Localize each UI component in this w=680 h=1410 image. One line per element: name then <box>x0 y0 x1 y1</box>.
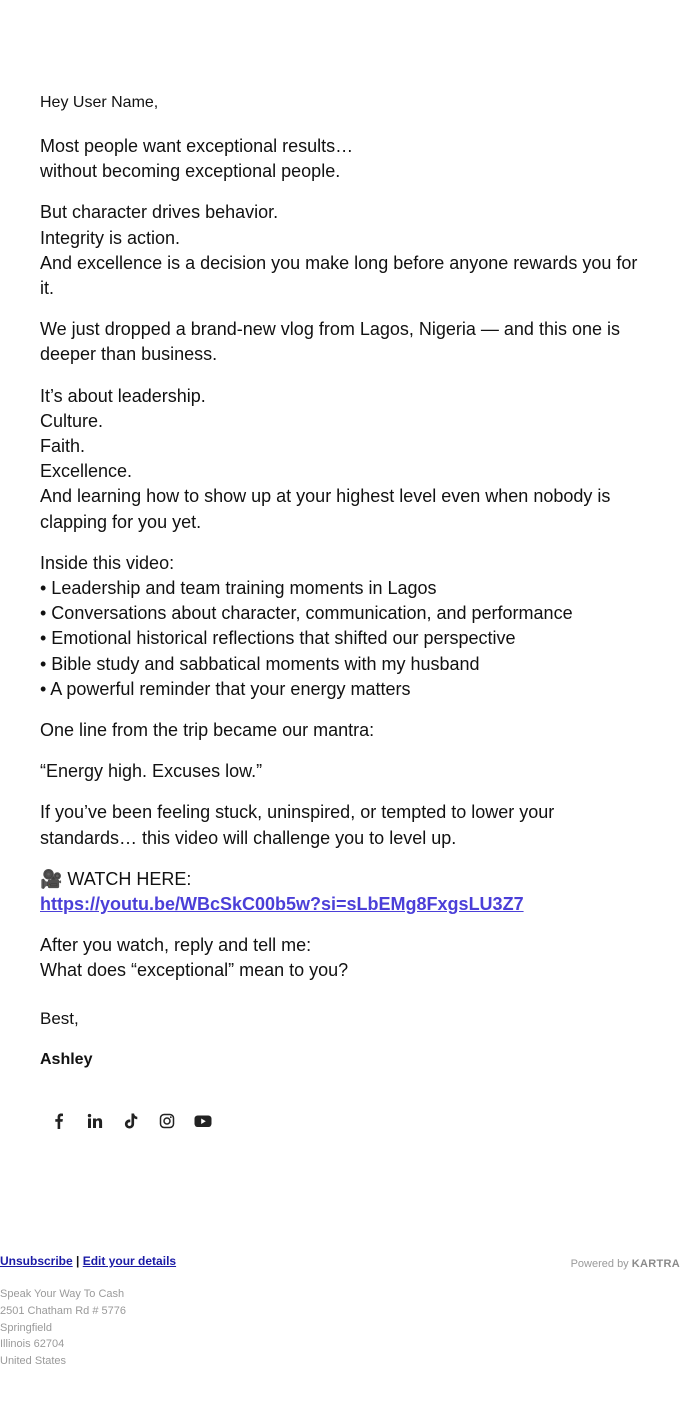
address-line: Illinois 62704 <box>0 1338 65 1351</box>
paragraph-mantra-intro <box>40 718 650 743</box>
text-line: Faith. <box>40 436 86 457</box>
address-line: Speak Your Way To Cash <box>0 1288 125 1300</box>
text-line: What does “exceptional” mean to you? <box>40 960 349 981</box>
list-item: • Conversations about character, communication, and performance <box>40 603 573 624</box>
text-line: And excellence is a decision you make long before anyone rewards you for it. <box>40 252 638 299</box>
text-line: Culture. <box>40 410 104 431</box>
watch-label: 🎥 WATCH HERE: <box>40 868 192 889</box>
text-line: If you’ve been feeling stuck, uninspired, or tempted to lower your standards… this video will challenge you to level up. <box>40 802 555 848</box>
text-line: Excellence. <box>40 461 133 482</box>
paragraph-challenge <box>40 800 650 850</box>
youtube-icon[interactable] <box>188 1106 218 1136</box>
email-body <box>40 92 650 1072</box>
closing: Best, <box>40 1008 79 1028</box>
address-line: 2501 Chatham Rd # 5776 <box>0 1304 126 1317</box>
text-line: But character drives behavior. <box>40 202 279 223</box>
kartra-logo: KARTRA <box>631 1258 680 1270</box>
paragraph-vlog <box>40 317 650 367</box>
text-line: Integrity is action. <box>40 227 181 248</box>
text-line: One line from the trip became our mantra: <box>40 720 375 741</box>
signature: Ashley <box>40 1050 93 1068</box>
list-item: • A powerful reminder that your energy matters <box>40 678 411 699</box>
greeting: Hey User Name, <box>40 94 159 111</box>
text-line: Most people want exceptional results… <box>40 136 354 156</box>
video-link[interactable]: https://youtu.be/WBcSkC00b5w?si=sLbEMg8FxgsLU3Z7 <box>40 894 524 915</box>
powered-by-text: Powered by <box>570 1258 632 1270</box>
text-line: And learning how to show up at your highest level even when nobody is clapping for you yet. <box>40 486 611 532</box>
text-line: without becoming exceptional people. <box>40 161 341 182</box>
list-item: • Leadership and team training moments in Lagos <box>40 578 437 599</box>
paragraph-about <box>40 384 650 535</box>
social-icons <box>44 1106 218 1136</box>
watch-section <box>40 867 650 917</box>
paragraph-intro <box>40 134 650 184</box>
linkedin-icon[interactable] <box>80 1106 110 1136</box>
list-item: • Emotional historical reflections that shifted our perspective <box>40 628 516 649</box>
text-line: It’s about leadership. <box>40 385 206 406</box>
paragraph-character <box>40 200 650 301</box>
address-line: United States <box>0 1355 67 1368</box>
powered-by[interactable] <box>571 1258 680 1270</box>
footer-separator: | <box>72 1254 83 1268</box>
tiktok-icon[interactable] <box>116 1106 146 1136</box>
paragraph-mantra <box>40 759 650 784</box>
paragraph-reply <box>40 933 650 983</box>
footer-links <box>0 1254 176 1268</box>
unsubscribe-link[interactable]: Unsubscribe <box>0 1254 73 1268</box>
text-line: “Energy high. Excuses low.” <box>40 761 263 782</box>
address-line: Springfield <box>0 1321 52 1334</box>
edit-details-link[interactable]: Edit your details <box>82 1254 177 1268</box>
video-contents-list <box>40 551 650 702</box>
text-line: After you watch, reply and tell me: <box>40 935 312 956</box>
list-heading: Inside this video: <box>40 552 175 573</box>
list-item: • Bible study and sabbatical moments with my husband <box>40 653 480 674</box>
text-line: We just dropped a brand-new vlog from Lagos, Nigeria — and this one is deeper than business. <box>40 319 620 365</box>
instagram-icon[interactable] <box>152 1106 182 1136</box>
sender-address <box>0 1286 126 1370</box>
facebook-icon[interactable] <box>44 1106 74 1136</box>
